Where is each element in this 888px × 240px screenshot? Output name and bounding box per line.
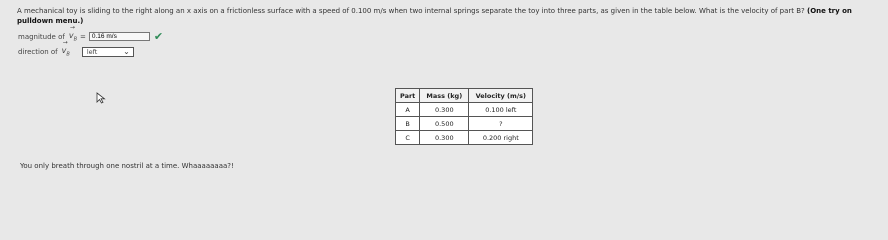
- parts-table: [395, 88, 533, 145]
- table-cell: C: [396, 131, 420, 145]
- table-cell: 0.200 right: [469, 131, 533, 145]
- vector-letter: v: [61, 46, 67, 55]
- vector-vb-symbol: [61, 39, 70, 58]
- table-cell: 0.300: [420, 131, 469, 145]
- direction-dropdown[interactable]: [82, 47, 134, 57]
- vector-arrow-icon: →: [62, 39, 68, 46]
- question-note: (One try on pulldown menu.): [17, 7, 852, 25]
- table-header-row: [396, 89, 533, 103]
- vector-subscript: B: [73, 36, 78, 43]
- vector-arrow-icon: →: [69, 23, 75, 31]
- vector-vb-symbol: [68, 23, 78, 43]
- direction-label: direction of: [18, 47, 58, 56]
- table-cell: 0.100 left: [469, 103, 533, 117]
- table-row: [396, 103, 533, 117]
- table-header: Part: [396, 89, 420, 103]
- vector-letter: v: [68, 30, 74, 40]
- chevron-down-icon: ⌄: [123, 46, 130, 56]
- vector-subscript: B: [66, 51, 70, 58]
- table-header: Velocity (m/s): [469, 89, 533, 103]
- table-row: [396, 131, 533, 145]
- question-body: A mechanical toy is sliding to the right along an x axis on a frictionless surface with a speed of 0.100 m/s when two internal springs separate the toy into three parts, as given in the table below. What is the velocity of part B?: [17, 7, 805, 15]
- checkmark-icon: ✔: [153, 30, 164, 43]
- magnitude-input[interactable]: [89, 32, 150, 41]
- direction-selected: left: [86, 47, 98, 56]
- table-cell: ?: [469, 117, 533, 131]
- magnitude-label: magnitude of: [18, 32, 65, 41]
- table-cell: B: [396, 117, 420, 131]
- table-cell: 0.500: [420, 117, 469, 131]
- magnitude-row: [18, 23, 164, 43]
- table-cell: 0.300: [420, 103, 469, 117]
- footer-text: You only breath through one nostril at a time. Whaaaaaaaa?!: [20, 162, 234, 170]
- mouse-cursor-icon: [96, 92, 106, 104]
- direction-row: [18, 39, 134, 58]
- equals-sign: =: [80, 32, 86, 41]
- table-cell: A: [396, 103, 420, 117]
- table-header: Mass (kg): [420, 89, 469, 103]
- question-text: [17, 6, 883, 26]
- table-row: [396, 117, 533, 131]
